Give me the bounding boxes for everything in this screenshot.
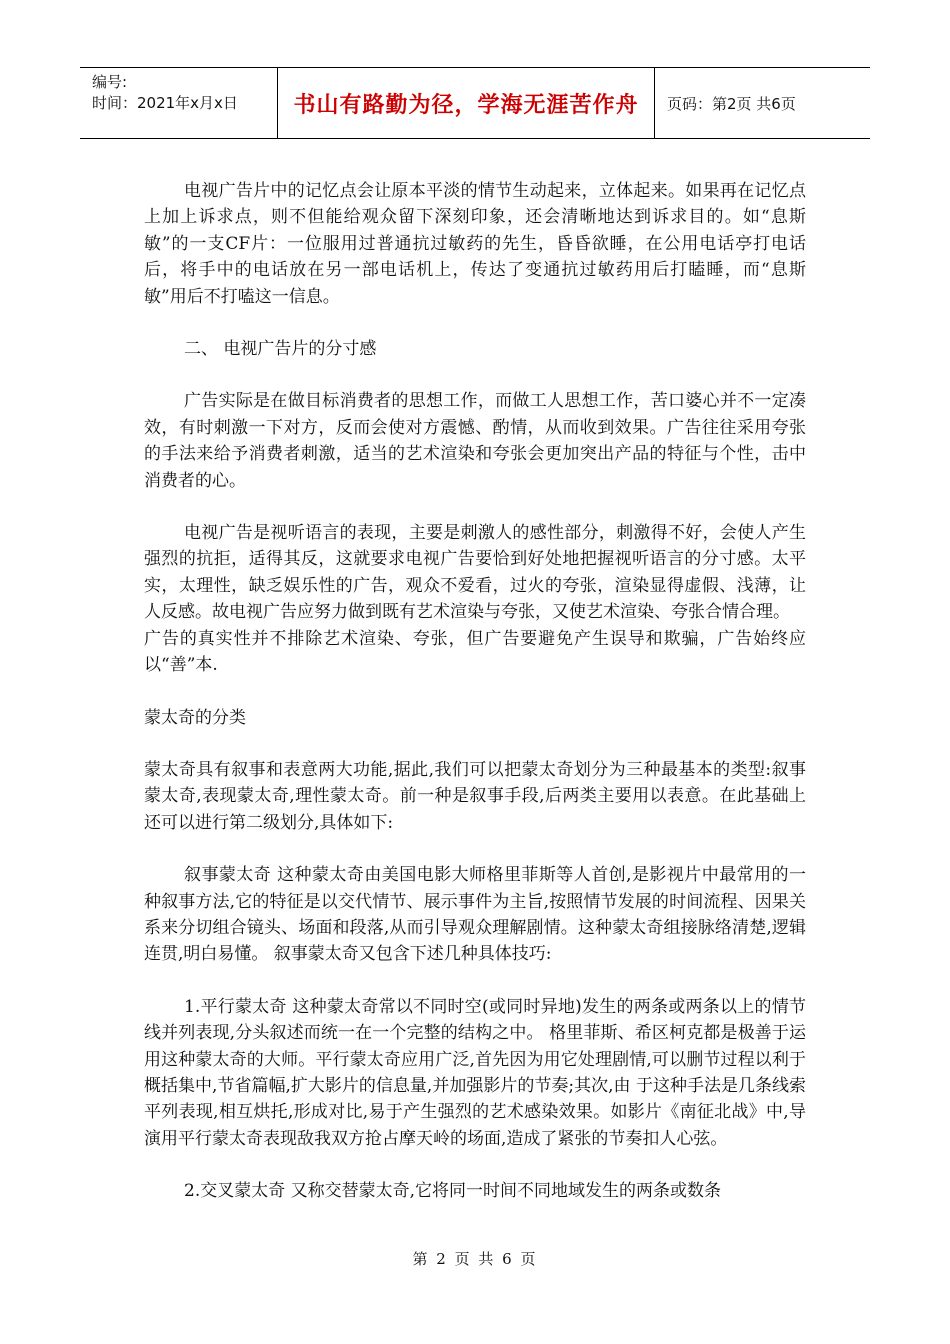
page-footer: 第 2 页 共 6 页	[412, 1250, 538, 1268]
paragraph: 广告实际是在做目标消费者的思想工作，而做工人思想工作，苦口婆心并不一定凑效，有时刺激一下对方，反而会使对方震憾、酌情，从而收到效果。广告往往采用夸张的手法来给予消费者刺激，适当的艺术渲染和夸张会更加突出产品的特征与个性，击中消费者的心。	[144, 391, 806, 491]
header-page-info: 页码：第2页 共6页	[667, 94, 796, 113]
document-time-label: 时间：2021年x月x日	[92, 94, 238, 112]
paragraph: 电视广告片中的记忆点会让原本平淡的情节生动起来，立体起来。如果再在记忆点上加上诉求点，则不但能给观众留下深刻印象，还会清晰地达到诉求目的。如“息斯敏”的一支CF片：一位服用过普通抗过敏药的先生，昏昏欲睡，在公用电话亭打电话后，将手中的电话放在另一部电话机上，传达了变通抗过敏药用后打瞌睡，而“息斯敏”用后不打嗑这一信息。	[144, 181, 806, 307]
paragraph: 电视广告是视听语言的表现，主要是刺激人的感性部分，刺激得不好，会使人产生强烈的抗拒，适得其反，这就要求电视广告要恰到好处地把握视听语言的分寸感。太平实，太理性，缺乏娱乐性的广告，观众不爱看，过火的夸张，渲染显得虚假、浅薄，让人反感。故电视广告应努力做到既有艺术渲染与夸张，又使艺术渲染、夸张合情合理。	[144, 523, 806, 623]
header-motto: 书山有路勤为径，学海无涯苦作舟	[278, 68, 655, 138]
header-meta	[80, 68, 278, 138]
document-body	[144, 178, 806, 1205]
paragraph: 叙事蒙太奇 这种蒙太奇由美国电影大师格里菲斯等人首创,是影视片中最常用的一种叙事方法,它的特征是以交代情节、展示事件为主旨,按照情节发展的时间流程、因果关系来分切组合镜头、场面和段落,从而引导观众理解剧情。这种蒙太奇组接脉络清楚,逻辑连贯,明白易懂。 叙事蒙太奇又包含下述几种具体技巧:	[144, 865, 806, 965]
paragraph: 2.交叉蒙太奇 又称交替蒙太奇,它将同一时间不同地域发生的两条或数条	[184, 1181, 722, 1202]
paragraph: 1.平行蒙太奇 这种蒙太奇常以不同时空(或同时异地)发生的两条或两条以上的情节线并列表现,分头叙述而统一在一个完整的结构之中。 格里菲斯、希区柯克都是极善于运用这种蒙太奇的大师。平行蒙太奇应用广泛,首先因为用它处理剧情,可以删节过程以利于概括集中,节省篇幅,扩大影片的信息量,并加强影片的节奏;其次,由 于这种手法是几条线索平列表现,相互烘托,形成对比,易于产生强烈的艺术感染效果。如影片《南征北战》中,导演用平行蒙太奇表现敌我双方抢占摩天岭的场面,造成了紧张的节奏扣人心弦。	[144, 996, 806, 1149]
section-heading: 二、 电视广告片的分寸感	[184, 339, 377, 360]
paragraph: 广告的真实性并不排除艺术渲染、夸张，但广告要避免产生误导和欺骗，广告始终应以“善”本.	[144, 628, 806, 676]
page-header	[80, 67, 870, 139]
section-heading: 蒙太奇的分类	[144, 707, 246, 728]
document-number-label: 编号:	[92, 73, 128, 91]
paragraph: 蒙太奇具有叙事和表意两大功能,据此,我们可以把蒙太奇划分为三种最基本的类型:叙事蒙太奇,表现蒙太奇,理性蒙太奇。前一种是叙事手段,后两类主要用以表意。在此基础上还可以进行第二级划分,具体如下:	[144, 759, 806, 833]
